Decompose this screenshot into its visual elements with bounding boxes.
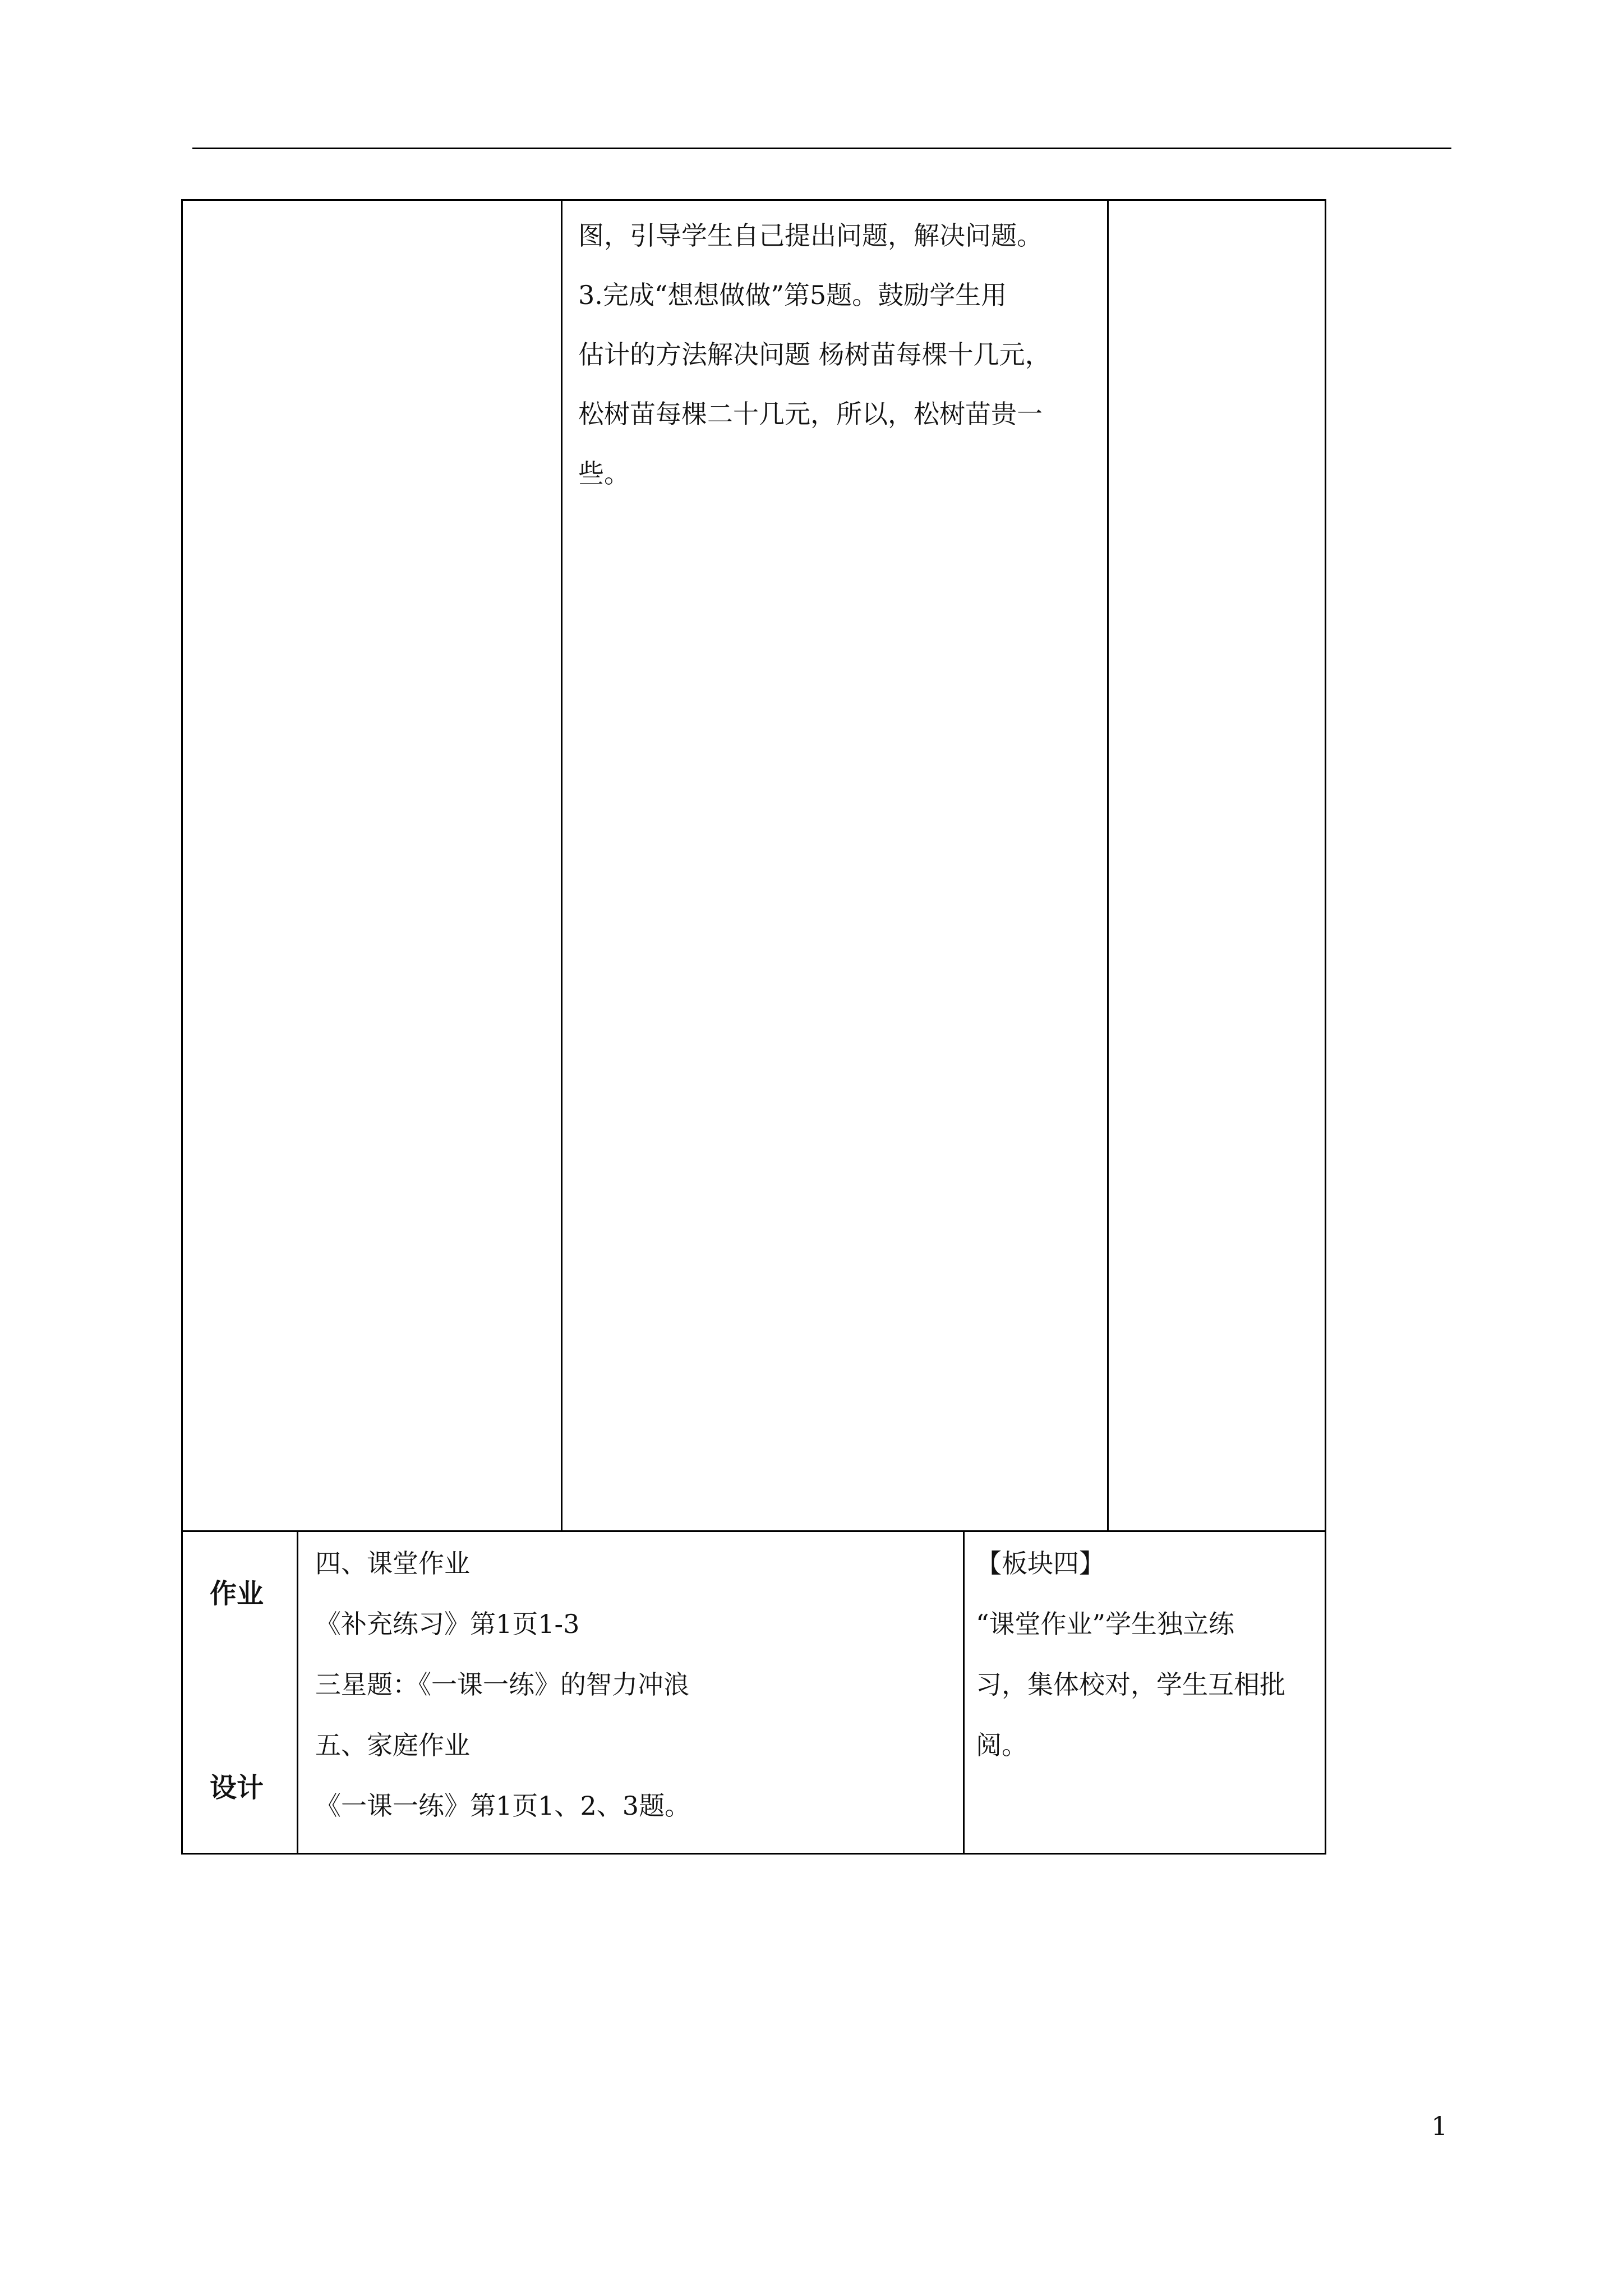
notes-line-3: 习，集体校对，学生互相批 — [976, 1669, 1285, 1700]
top-line-3: 估计的方法解决问题 杨树苗每棵十几元， — [578, 339, 1051, 370]
top-line-1: 图，引导学生自己提出问题，解决问题。 — [578, 220, 1043, 251]
homework-line-3: 三星题：《一课一练》的智力冲浪 — [315, 1669, 689, 1700]
header-rule — [192, 148, 1451, 149]
top-line-2: 3.完成“想想做做”第5题。鼓励学生用 — [578, 280, 1007, 310]
homework-content-cell — [297, 1530, 965, 1855]
homework-line-5: 《一课一练》第1页1、2、3题。 — [315, 1791, 691, 1821]
notes-line-4: 阅。 — [976, 1730, 1027, 1760]
homework-line-1: 四、课堂作业 — [315, 1548, 470, 1579]
homework-label-cell — [181, 1530, 298, 1855]
top-line-4: 松树苗每棵二十几元，所以，松树苗贵一 — [578, 399, 1043, 429]
top-left-cell — [181, 199, 562, 1532]
page-number: 1 — [1431, 2111, 1448, 2141]
homework-notes-cell — [963, 1530, 1326, 1855]
homework-label-top: 作业 — [210, 1578, 264, 1609]
homework-label-bottom: 设计 — [210, 1772, 264, 1803]
homework-line-4: 五、家庭作业 — [315, 1730, 470, 1760]
top-line-5: 些。 — [578, 458, 630, 489]
top-right-cell — [1107, 199, 1326, 1532]
homework-line-2: 《补充练习》第1页1-3 — [315, 1609, 580, 1639]
notes-line-1: 【板块四】 — [976, 1548, 1105, 1579]
top-middle-cell — [561, 199, 1109, 1532]
notes-line-2: “课堂作业”学生独立练 — [976, 1609, 1235, 1639]
